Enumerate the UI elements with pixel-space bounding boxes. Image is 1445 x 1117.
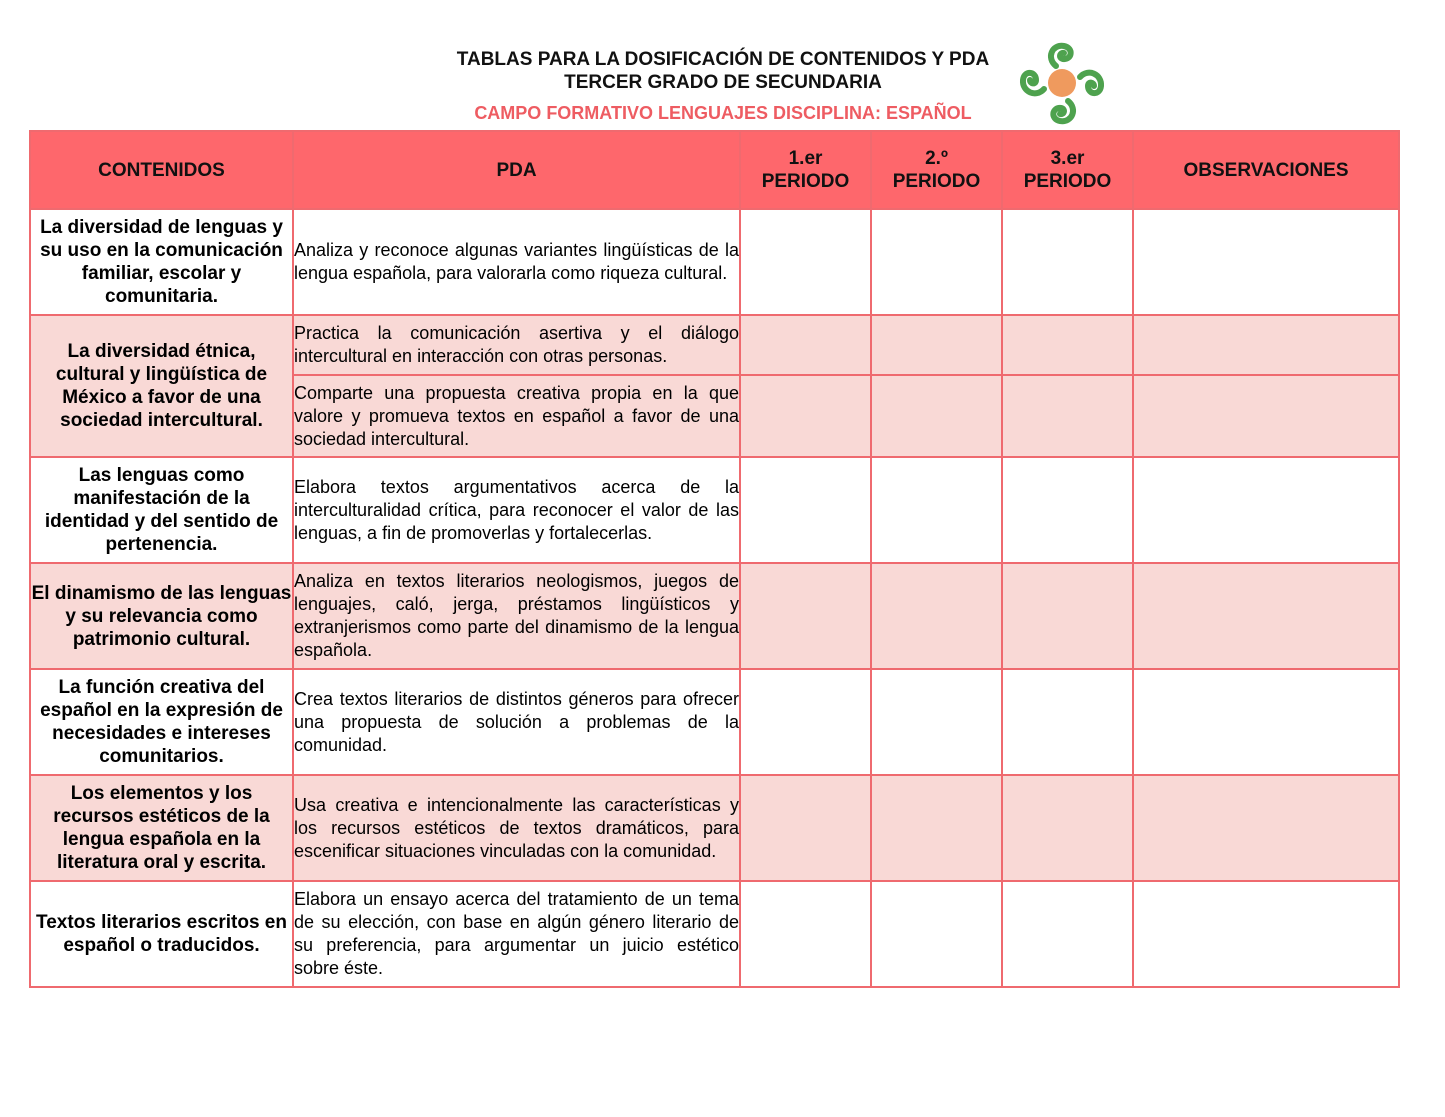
column-header-periodo-3: 3.er PERIODO — [1002, 131, 1133, 209]
periodo-3-cell[interactable] — [1002, 315, 1133, 375]
periodo-1-cell[interactable] — [740, 669, 871, 775]
column-header-periodo-1: 1.er PERIODO — [740, 131, 871, 209]
observaciones-cell[interactable] — [1133, 457, 1399, 563]
table-row — [30, 881, 1399, 987]
periodo-1-cell[interactable] — [740, 563, 871, 669]
periodo-3-cell[interactable] — [1002, 669, 1133, 775]
periodo-2-cell[interactable] — [871, 563, 1002, 669]
periodo-3-cell[interactable] — [1002, 457, 1133, 563]
column-header-periodo-2: 2.º PERIODO — [871, 131, 1002, 209]
periodo-1-cell[interactable] — [740, 209, 871, 315]
observaciones-cell[interactable] — [1133, 315, 1399, 375]
pda-cell: Elabora un ensayo acerca del tratamiento de un tema de su elección, con base en algún género literario de su preferencia, para argumentar un juicio estético sobre éste. — [293, 881, 740, 987]
contenido-cell: Textos literarios escritos en español o traducidos. — [30, 881, 293, 987]
contenido-cell: La función creativa del español en la expresión de necesidades e intereses comunitarios. — [30, 669, 293, 775]
periodo-1-cell[interactable] — [740, 881, 871, 987]
contenido-cell: Los elementos y los recursos estéticos de la lengua española en la literatura oral y escrita. — [30, 775, 293, 881]
column-header-pda: PDA — [293, 131, 740, 209]
periodo-2-cell[interactable] — [871, 457, 1002, 563]
document-subtitle: CAMPO FORMATIVO LENGUAJES DISCIPLINA: ESPAÑOL — [474, 103, 972, 123]
table-header-row — [30, 131, 1399, 209]
pda-cell: Analiza en textos literarios neologismos, juegos de lenguajes, caló, jerga, préstamos lingüísticos y extranjerismos como parte del dinamismo de la lengua española. — [293, 563, 740, 669]
periodo-2-cell[interactable] — [871, 315, 1002, 375]
swirl-logo-icon — [1016, 40, 1108, 128]
column-header-observaciones: OBSERVACIONES — [1133, 131, 1399, 209]
column-header-contenidos: CONTENIDOS — [30, 131, 293, 209]
pda-cell: Comparte una propuesta creativa propia en la que valore y promueva textos en español a favor de una sociedad intercultural. — [293, 375, 740, 457]
pda-cell: Usa creativa e intencionalmente las características y los recursos estéticos de textos dramáticos, para escenificar situaciones vinculadas con la comunidad. — [293, 775, 740, 881]
periodo-1-cell[interactable] — [740, 315, 871, 375]
pda-cell: Crea textos literarios de distintos géneros para ofrecer una propuesta de solución a problemas de la comunidad. — [293, 669, 740, 775]
periodo-3-cell[interactable] — [1002, 375, 1133, 457]
table-row — [30, 563, 1399, 669]
periodo-3-cell[interactable] — [1002, 881, 1133, 987]
contenido-cell: Las lenguas como manifestación de la identidad y del sentido de pertenencia. — [30, 457, 293, 563]
periodo-2-cell[interactable] — [871, 775, 1002, 881]
contenido-cell: La diversidad étnica, cultural y lingüística de México a favor de una sociedad intercultural. — [30, 315, 293, 457]
periodo-1-cell[interactable] — [740, 775, 871, 881]
document-grade: TERCER GRADO DE SECUNDARIA — [564, 72, 882, 93]
table-row — [30, 457, 1399, 563]
periodo-2-cell[interactable] — [871, 669, 1002, 775]
periodo-2-cell[interactable] — [871, 881, 1002, 987]
contenido-cell: El dinamismo de las lenguas y su relevancia como patrimonio cultural. — [30, 563, 293, 669]
observaciones-cell[interactable] — [1133, 375, 1399, 457]
table-row — [30, 209, 1399, 315]
periodo-2-cell[interactable] — [871, 375, 1002, 457]
pda-cell: Elabora textos argumentativos acerca de la interculturalidad crítica, para reconocer el valor de las lenguas, a fin de promoverlas y fortalecerlas. — [293, 457, 740, 563]
document-title: TABLAS PARA LA DOSIFICACIÓN DE CONTENIDOS Y PDA — [456, 49, 990, 70]
observaciones-cell[interactable] — [1133, 563, 1399, 669]
periodo-2-cell[interactable] — [871, 209, 1002, 315]
periodo-1-cell[interactable] — [740, 375, 871, 457]
periodo-1-cell[interactable] — [740, 457, 871, 563]
table-row — [30, 315, 1399, 375]
observaciones-cell[interactable] — [1133, 775, 1399, 881]
observaciones-cell[interactable] — [1133, 881, 1399, 987]
pda-cell: Analiza y reconoce algunas variantes lingüísticas de la lengua española, para valorarla como riqueza cultural. — [293, 209, 740, 315]
contenido-cell: La diversidad de lenguas y su uso en la comunicación familiar, escolar y comunitaria. — [30, 209, 293, 315]
table-row — [30, 775, 1399, 881]
periodo-3-cell[interactable] — [1002, 209, 1133, 315]
table-row — [30, 669, 1399, 775]
observaciones-cell[interactable] — [1133, 209, 1399, 315]
observaciones-cell[interactable] — [1133, 669, 1399, 775]
dosificacion-table — [29, 130, 1400, 988]
periodo-3-cell[interactable] — [1002, 775, 1133, 881]
pda-cell: Practica la comunicación asertiva y el diálogo intercultural en interacción con otras personas. — [293, 315, 740, 375]
periodo-3-cell[interactable] — [1002, 563, 1133, 669]
